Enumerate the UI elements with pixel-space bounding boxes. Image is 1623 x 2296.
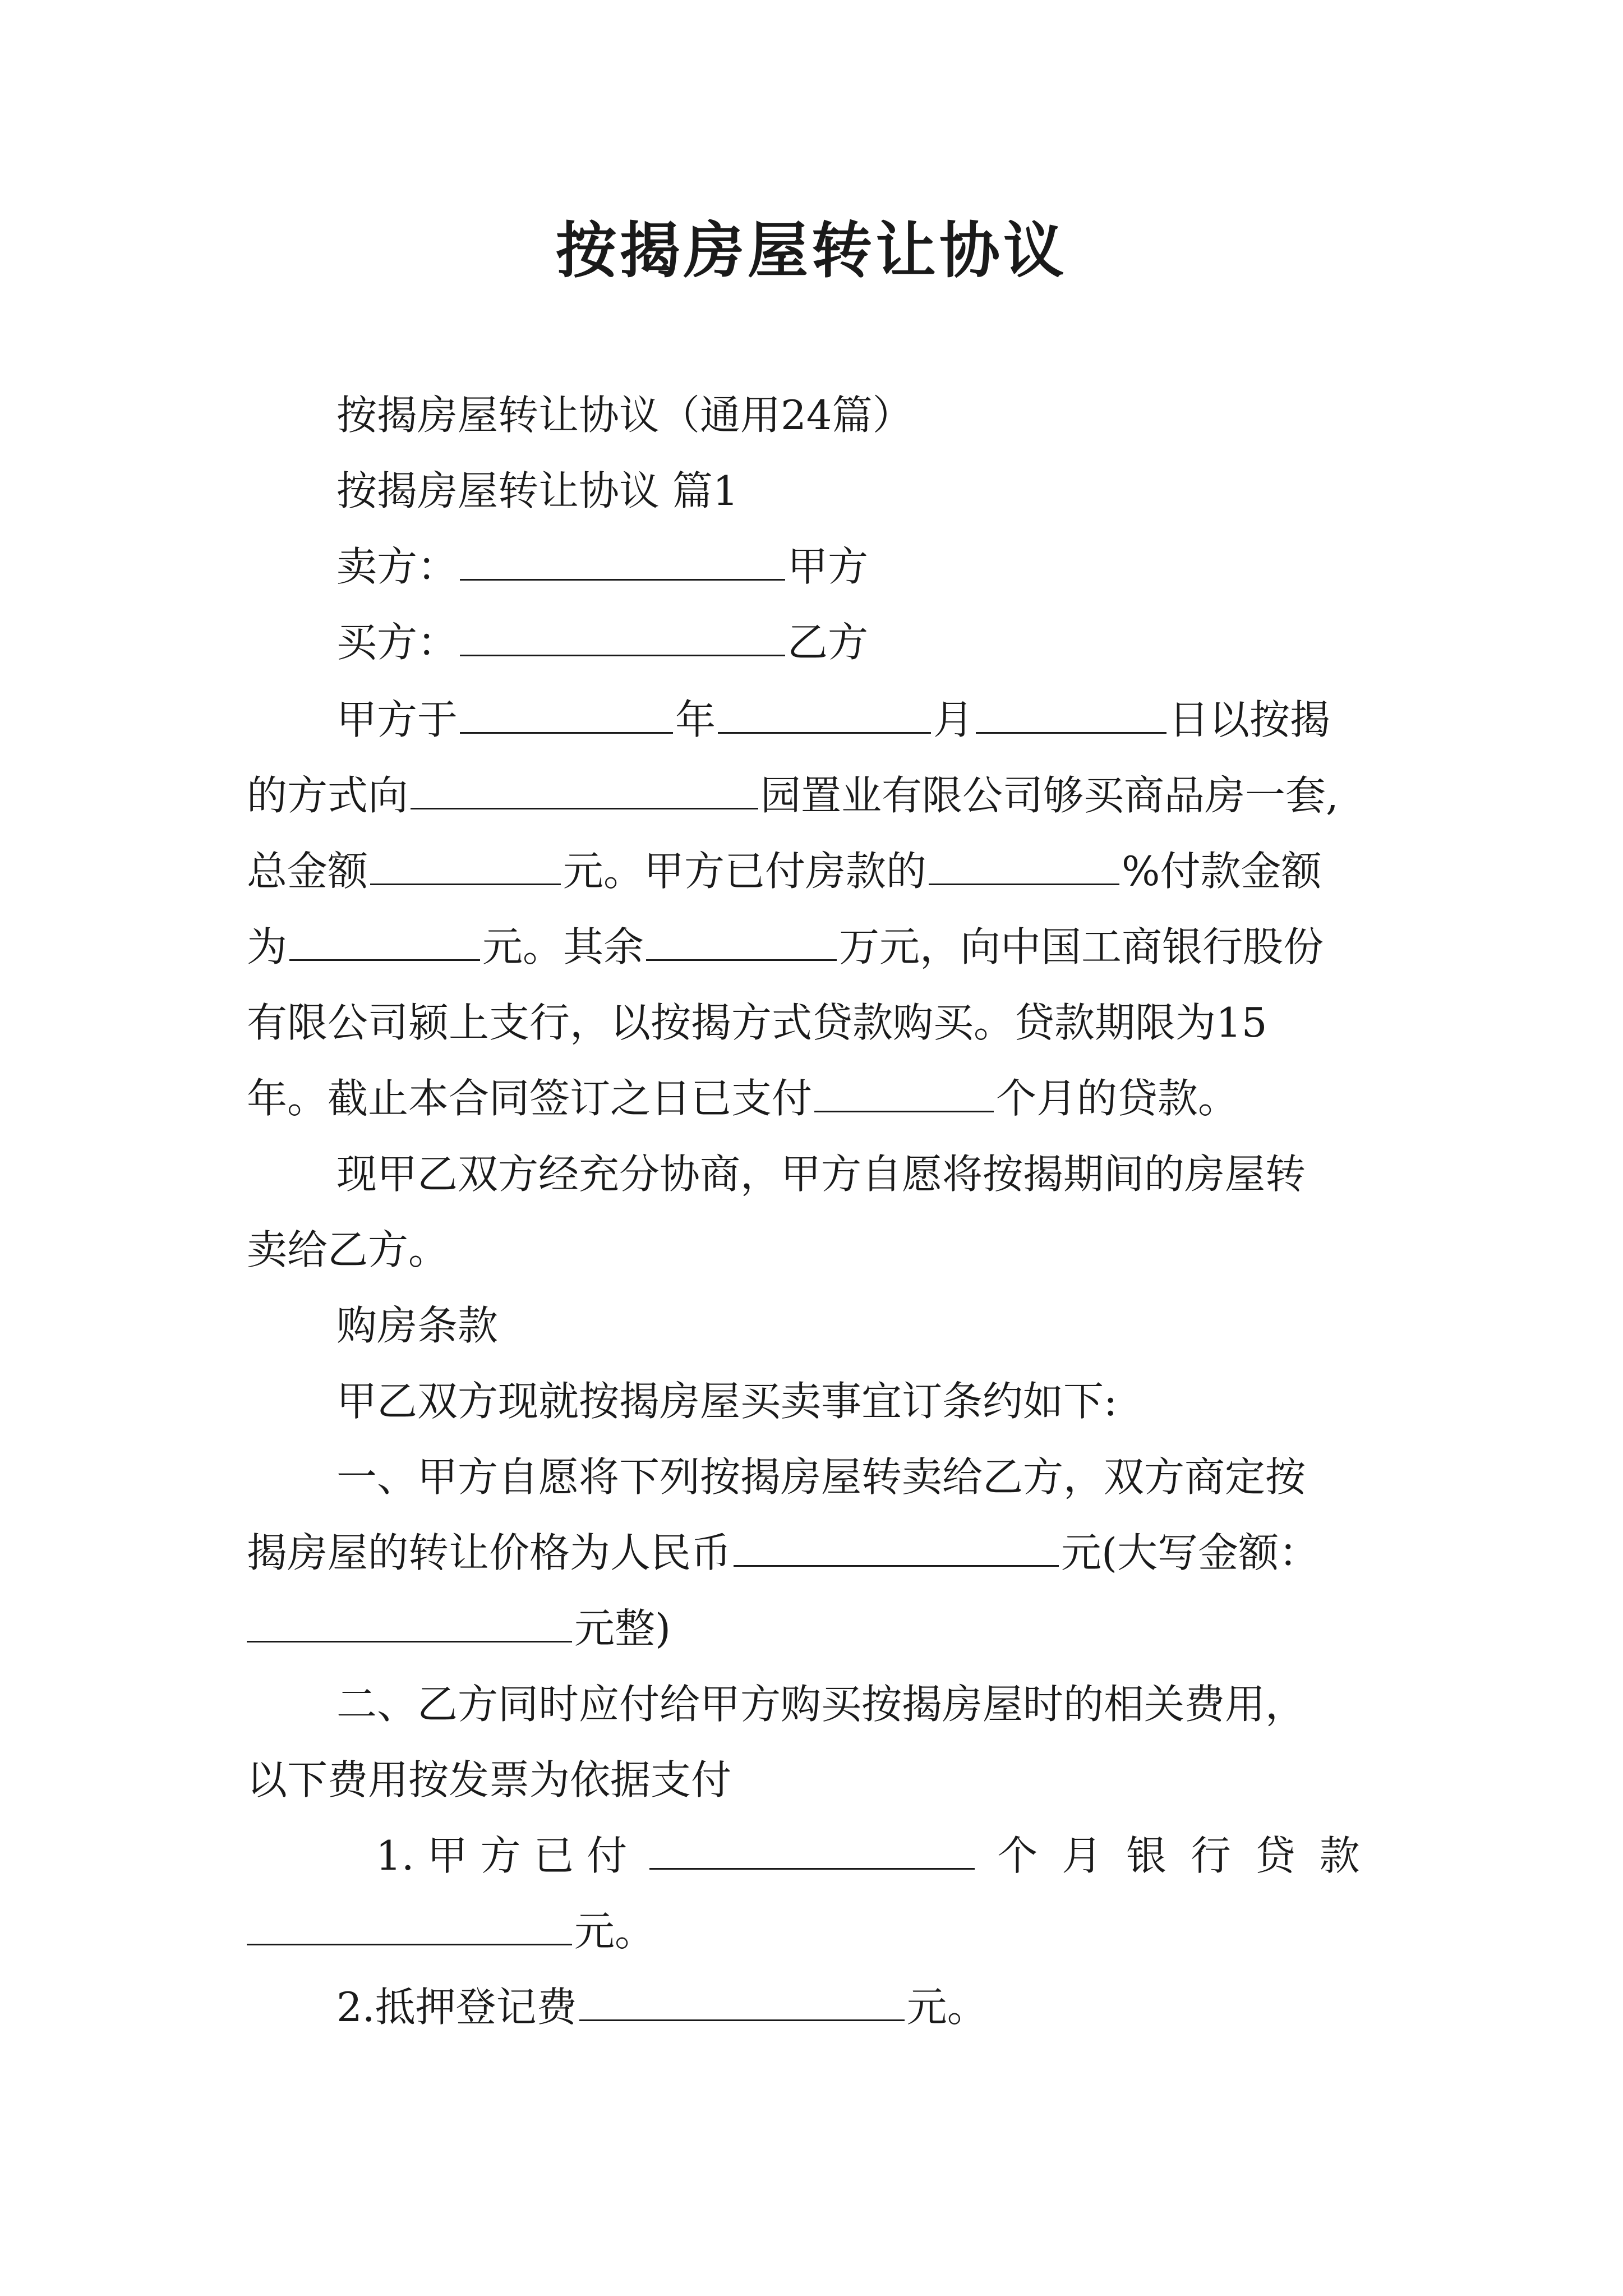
paragraph-1-line-6 <box>247 1073 1380 1124</box>
text-fragment: %付款金额 <box>1122 848 1322 895</box>
paragraph-1-line-4 <box>247 922 1380 972</box>
text-fragment: 1. 甲 方 已 付 <box>376 1832 628 1879</box>
buyer-blank[interactable] <box>460 619 785 656</box>
mortgage-fee-blank[interactable] <box>579 1984 905 2021</box>
text-fragment: 月 <box>933 696 974 743</box>
text-fragment: 2.抵押登记费 <box>336 1984 577 2031</box>
paragraph-1-line-3 <box>247 846 1380 896</box>
price-blank[interactable] <box>734 1529 1059 1567</box>
item-1-line-2 <box>247 1906 1380 1957</box>
remaining-amount-blank[interactable] <box>646 923 837 961</box>
text-fragment: 元。 <box>574 1908 656 1955</box>
text-fragment: 揭房屋的转让价格为人民币 <box>247 1529 732 1576</box>
text-fragment: 个 月 银 行 贷 款 <box>997 1832 1366 1879</box>
seller-blank[interactable] <box>460 543 785 581</box>
months-paid-blank[interactable] <box>814 1075 994 1112</box>
paid-amount-blank[interactable] <box>289 923 480 961</box>
text-fragment: 年。截止本合同签订之日已支付 <box>247 1075 813 1122</box>
paragraph-1-line-2 <box>247 770 1380 821</box>
document-subtitle: 按揭房屋转让协议（通用24篇） <box>336 392 913 439</box>
clause-heading: 购房条款 <box>336 1302 499 1349</box>
price-words-blank[interactable] <box>247 1605 572 1642</box>
text-fragment: 元(大写金额： <box>1061 1529 1320 1576</box>
clause-1-line-1: 一、甲方自愿将下列按揭房屋转卖给乙方，双方商定按 <box>336 1453 1306 1501</box>
month-blank[interactable] <box>718 696 931 734</box>
text-fragment: 的方式向 <box>247 772 409 819</box>
clause-1-line-2 <box>247 1527 1380 1578</box>
bank-loan-blank[interactable] <box>247 1908 572 1945</box>
item-2-line <box>336 1982 1380 2032</box>
clause-1-line-3 <box>247 1603 1380 1654</box>
text-fragment: 元。甲方已付房款的 <box>563 848 927 895</box>
document-title: 按揭房屋转让协议 <box>555 215 1067 286</box>
seller-suffix: 甲方 <box>787 543 869 590</box>
text-fragment: 年 <box>675 696 716 743</box>
section-heading: 按揭房屋转让协议 篇1 <box>336 467 739 514</box>
text-fragment: 元整) <box>574 1605 671 1652</box>
text-fragment: 为 <box>247 923 288 970</box>
paid-percent-blank[interactable] <box>929 848 1119 885</box>
item-1-line-1 <box>376 1830 1380 1881</box>
paragraph-2-line-1: 现甲乙双方经充分协商，甲方自愿将按揭期间的房屋转 <box>336 1151 1306 1198</box>
paragraph-1-line-5: 有限公司颍上支行，以按揭方式贷款购买。贷款期限为15 <box>247 999 1267 1046</box>
paragraph-2-line-2: 卖给乙方。 <box>247 1226 449 1273</box>
developer-blank[interactable] <box>411 772 758 809</box>
text-fragment: 总金额 <box>247 848 368 895</box>
day-blank[interactable] <box>976 696 1166 734</box>
seller-line <box>336 541 1380 592</box>
text-fragment: 日以按揭 <box>1169 696 1331 743</box>
text-fragment: 甲方于 <box>336 696 458 743</box>
total-amount-blank[interactable] <box>370 848 561 885</box>
buyer-suffix: 乙方 <box>787 619 869 666</box>
text-fragment: 个月的贷款。 <box>996 1075 1239 1122</box>
clause-intro: 甲乙双方现就按揭房屋买卖事宜订条约如下: <box>336 1378 1118 1425</box>
paragraph-1-line-1 <box>336 694 1380 745</box>
buyer-line <box>336 617 1380 668</box>
text-fragment: 万元，向中国工商银行股份 <box>839 923 1324 970</box>
text-fragment: 园置业有限公司够买商品房一套, <box>760 772 1339 819</box>
year-blank[interactable] <box>460 696 673 734</box>
seller-label: 卖方： <box>336 543 458 590</box>
months-paid-blank-2[interactable] <box>649 1832 975 1870</box>
text-fragment: 元。其余 <box>482 923 644 970</box>
clause-2-line-1: 二、乙方同时应付给甲方购买按揭房屋时的相关费用， <box>336 1681 1306 1728</box>
clause-2-line-2: 以下费用按发票为依据支付 <box>247 1756 732 1803</box>
buyer-label: 买方： <box>336 619 458 666</box>
text-fragment: 元。 <box>906 1984 988 2031</box>
